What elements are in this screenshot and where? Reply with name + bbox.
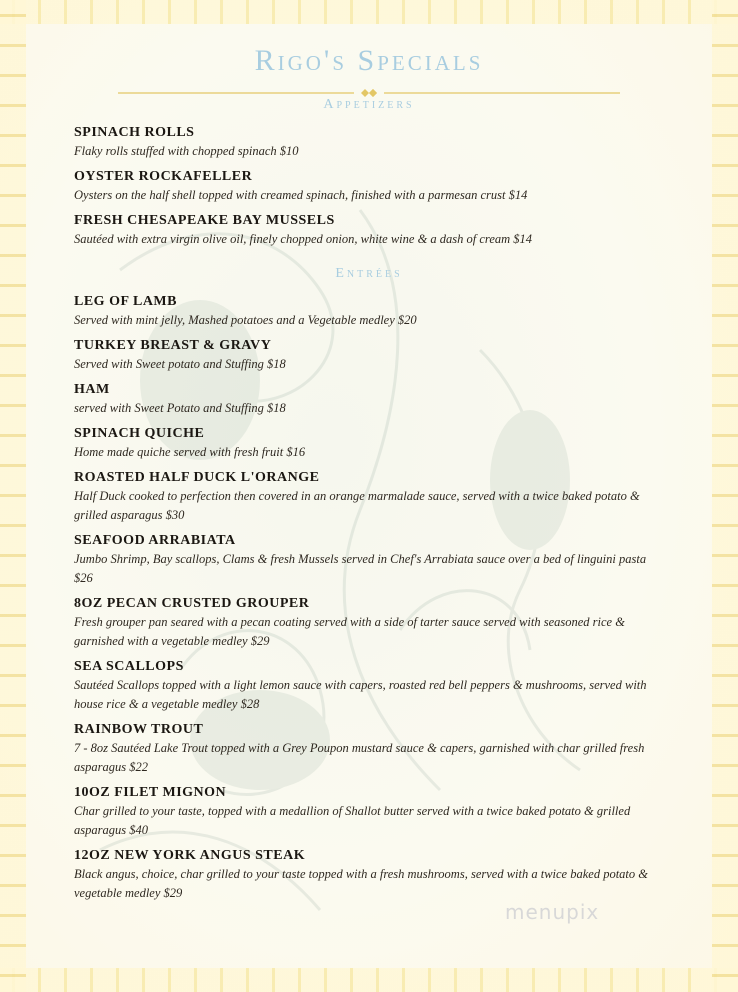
- item-name: SEAFOOD ARRABIATA: [74, 533, 236, 548]
- list-item: [74, 124, 664, 161]
- item-name: TURKEY BREAST & GRAVY: [74, 338, 272, 353]
- item-description: Jumbo Shrimp, Bay scallops, Clams & fresh Mussels served in Chef's Arrabiata sauce over a bed of linguini pasta $26: [74, 552, 647, 585]
- item-name: OYSTER ROCKAFELLER: [74, 169, 253, 184]
- decorative-border-right: [712, 0, 738, 992]
- entrees-heading: Entrées: [335, 266, 403, 281]
- list-item: [74, 381, 664, 418]
- item-name: HAM: [74, 382, 110, 397]
- list-item: [74, 469, 664, 525]
- list-item: [74, 721, 664, 777]
- item-description: served with Sweet Potato and Stuffing $18: [74, 401, 286, 415]
- list-item: [74, 168, 664, 205]
- item-description: Char grilled to your taste, topped with a medallion of Shallot butter served with a twice baked potato & grilled asparagus $40: [74, 804, 631, 837]
- item-description: Served with Sweet potato and Stuffing $18: [74, 357, 286, 371]
- decorative-border-bottom: [0, 968, 738, 992]
- list-item: [74, 658, 664, 714]
- item-name: LEG OF LAMB: [74, 294, 177, 309]
- list-item: [74, 847, 664, 903]
- item-description: Served with mint jelly, Mashed potatoes and a Vegetable medley $20: [74, 313, 417, 327]
- list-item: [74, 784, 664, 840]
- menupix-watermark: menupix: [505, 900, 600, 924]
- list-item: [74, 595, 664, 651]
- decorative-border-top: [0, 0, 738, 24]
- item-description: Oysters on the half shell topped with creamed spinach, finished with a parmesan crust $14: [74, 188, 528, 202]
- list-item: [74, 212, 664, 249]
- item-description: Fresh grouper pan seared with a pecan coating served with a side of tarter sauce served with seasoned rice & garnished with a vegetable medley $29: [74, 615, 625, 648]
- decorative-border-left: [0, 0, 26, 992]
- page-title: Rigo's Specials: [254, 44, 484, 77]
- item-name: 8OZ PECAN CRUSTED GROUPER: [74, 596, 310, 611]
- item-name: FRESH CHESAPEAKE BAY MUSSELS: [74, 213, 335, 228]
- item-description: Sautéed Scallops topped with a light lemon sauce with capers, roasted red bell peppers & mushrooms, served with house rice & a vegetable medley $28: [74, 678, 647, 711]
- item-name: SPINACH QUICHE: [74, 426, 205, 441]
- item-description: Home made quiche served with fresh fruit $16: [74, 445, 306, 459]
- item-description: 7 - 8oz Sautéed Lake Trout topped with a Grey Poupon mustard sauce & capers, garnished with char grilled fresh asparagus $22: [74, 741, 645, 774]
- list-item: [74, 532, 664, 588]
- entrees-list: [74, 293, 664, 910]
- list-item: [74, 425, 664, 462]
- appetizers-heading: Appetizers: [323, 97, 415, 112]
- item-description: Sautéed with extra virgin olive oil, finely chopped onion, white wine & a dash of cream $14: [74, 232, 533, 246]
- list-item: [74, 337, 664, 374]
- list-item: [74, 293, 664, 330]
- appetizers-list: [74, 124, 664, 256]
- item-description: Half Duck cooked to perfection then covered in an orange marmalade sauce, served with a twice baked potato & grilled asparagus $30: [74, 489, 640, 522]
- item-name: 10OZ FILET MIGNON: [74, 785, 227, 800]
- item-description: Black angus, choice, char grilled to your taste topped with a fresh mushrooms, served with a twice baked potato & vegetable medley $29: [74, 867, 648, 900]
- item-description: Flaky rolls stuffed with chopped spinach $10: [74, 144, 299, 158]
- item-name: SPINACH ROLLS: [74, 125, 195, 140]
- item-name: 12OZ NEW YORK ANGUS STEAK: [74, 848, 306, 863]
- item-name: ROASTED HALF DUCK L'ORANGE: [74, 470, 320, 485]
- item-name: SEA SCALLOPS: [74, 659, 184, 674]
- item-name: RAINBOW TROUT: [74, 722, 204, 737]
